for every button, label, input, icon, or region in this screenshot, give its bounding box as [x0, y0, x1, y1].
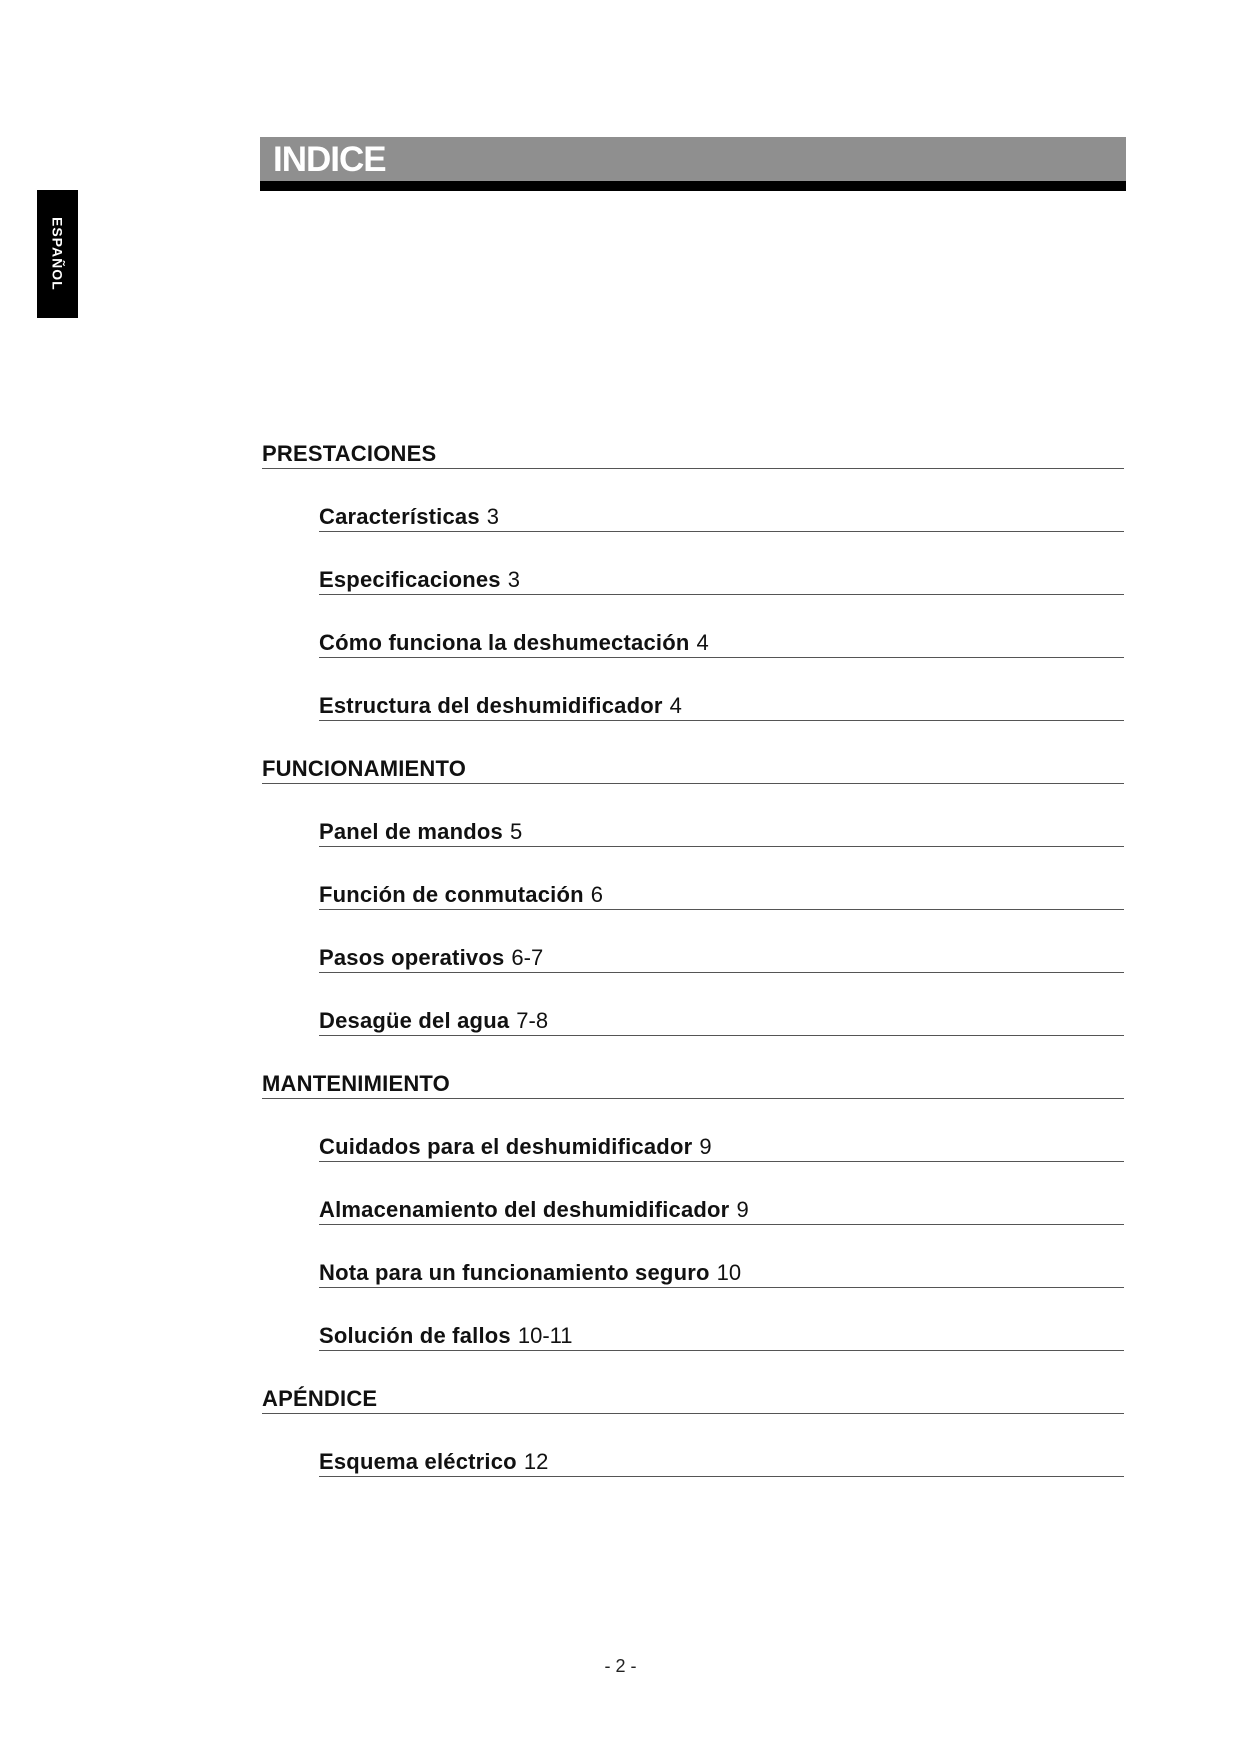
toc-entry-label: Función de conmutación: [319, 882, 584, 907]
toc-entry-esquema-electrico[interactable]: [319, 1447, 1124, 1477]
toc-section-title: MANTENIMIENTO: [262, 1071, 450, 1096]
toc-section-funcionamiento[interactable]: [262, 754, 1124, 784]
toc-entry-page: 12: [523, 1449, 549, 1474]
toc-entry-page: 9: [699, 1134, 712, 1159]
table-of-contents: [262, 0, 1124, 1754]
toc-entry-page: 3: [486, 504, 500, 529]
toc-entry-nota-seguro[interactable]: [319, 1258, 1124, 1288]
toc-entry-almacenamiento[interactable]: [319, 1195, 1124, 1225]
toc-section-prestaciones[interactable]: [262, 439, 1124, 469]
toc-section-mantenimiento[interactable]: [262, 1069, 1124, 1099]
toc-entry-estructura[interactable]: [319, 691, 1124, 721]
toc-entry-label: Cómo funciona la deshumectación: [319, 630, 690, 655]
toc-entry-label: Especificaciones: [319, 567, 501, 592]
toc-entry-solucion-fallos[interactable]: [319, 1321, 1124, 1351]
toc-entry-page: 4: [696, 630, 709, 655]
toc-entry-pasos-operativos[interactable]: [319, 943, 1124, 973]
page-number: - 2 -: [604, 1656, 637, 1676]
toc-entry-label: Nota para un funcionamiento seguro: [319, 1260, 710, 1285]
toc-entry-label: Estructura del deshumidificador: [319, 693, 663, 718]
toc-section-title: PRESTACIONES: [262, 441, 437, 466]
language-tab-label: ESPAÑOL: [49, 217, 66, 291]
toc-entry-page: 6-7: [511, 945, 544, 970]
toc-entry-label: Solución de fallos: [319, 1323, 511, 1348]
toc-section-apendice[interactable]: [262, 1384, 1124, 1414]
toc-entry-especificaciones[interactable]: [319, 565, 1124, 595]
toc-entry-como-funciona[interactable]: [319, 628, 1124, 658]
toc-entry-page: 4: [669, 693, 682, 718]
toc-entry-cuidados[interactable]: [319, 1132, 1124, 1162]
toc-entry-label: Almacenamiento del deshumidificador: [319, 1197, 730, 1222]
toc-entry-page: 6: [590, 882, 603, 907]
toc-entry-label: Características: [319, 504, 480, 529]
toc-entry-page: 10-11: [517, 1323, 573, 1348]
toc-entry-page: 7-8: [516, 1008, 549, 1033]
language-tab: [37, 190, 78, 318]
toc-entry-label: Cuidados para el deshumidificador: [319, 1134, 693, 1159]
toc-entry-page: 9: [736, 1197, 749, 1222]
toc-entry-page: 3: [507, 567, 520, 592]
toc-section-title: APÉNDICE: [262, 1386, 378, 1411]
toc-entry-label: Desagüe del agua: [319, 1008, 510, 1033]
toc-entry-page: 5: [509, 819, 523, 844]
toc-entry-desague[interactable]: [319, 1006, 1124, 1036]
page-title: INDICE: [273, 140, 386, 179]
toc-section-title: FUNCIONAMIENTO: [262, 756, 467, 781]
toc-entry-label: Esquema eléctrico: [319, 1449, 517, 1474]
toc-entry-page: 10: [716, 1260, 742, 1285]
toc-entry-caracteristicas[interactable]: [319, 502, 1124, 532]
toc-entry-label: Panel de mandos: [319, 819, 503, 844]
toc-entry-panel-de-mandos[interactable]: [319, 817, 1124, 847]
toc-entry-label: Pasos operativos: [319, 945, 505, 970]
toc-entry-funcion-conmutacion[interactable]: [319, 880, 1124, 910]
